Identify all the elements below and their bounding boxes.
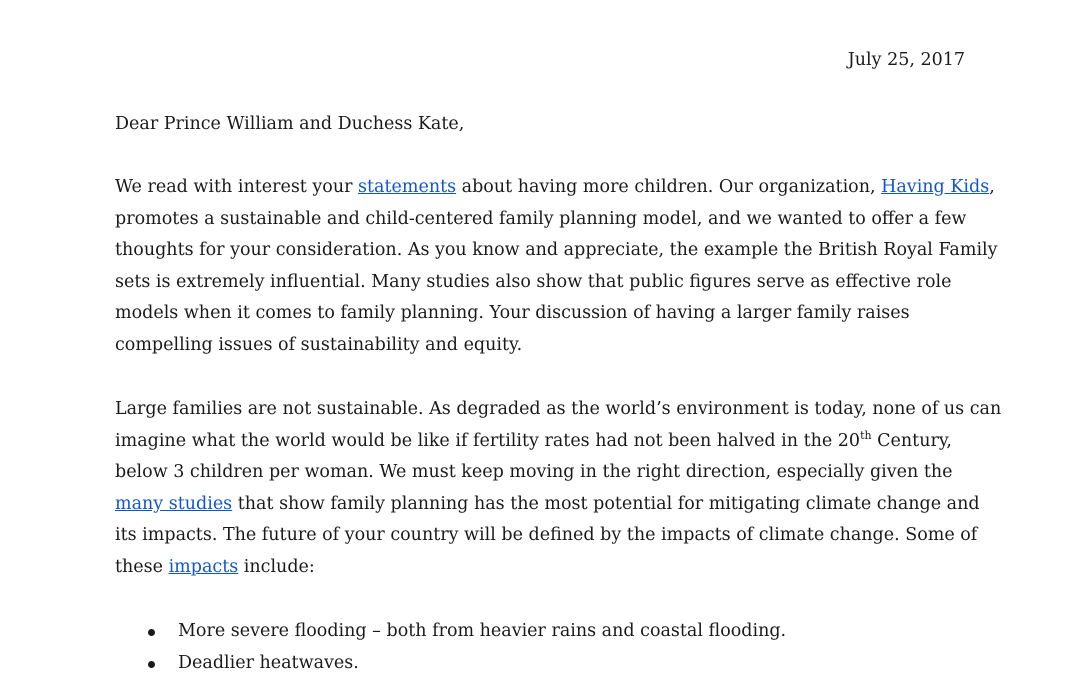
paragraph-line: [115, 489, 980, 521]
list-item-text: More severe flooding – both from heavier rains and coastal flooding.: [178, 621, 787, 641]
text-run: these: [115, 556, 169, 577]
list-item: [115, 616, 975, 648]
impacts-link[interactable]: impacts: [168, 556, 239, 577]
statements-link[interactable]: statements: [358, 177, 457, 197]
paragraph-intro: [115, 172, 998, 362]
text-run: include:: [238, 556, 315, 577]
paragraph-line: models when it comes to family planning. Your discussion of having a larger family raises: [115, 303, 910, 324]
text-run: ,: [989, 177, 995, 197]
paragraph-line: compelling issues of sustainability and equity.: [115, 334, 523, 355]
text-run: that show family planning has the most potential for mitigating climate change and: [232, 493, 980, 514]
paragraph-line: [115, 172, 995, 204]
bullet-icon: [148, 629, 155, 636]
list-item-text: Deadlier heatwaves.: [178, 652, 359, 673]
text-run: about having more children. Our organization,: [456, 177, 882, 197]
paragraph-line: [115, 552, 975, 584]
impacts-bullet-list: [115, 616, 975, 679]
bullet-icon: [148, 661, 155, 668]
paragraph-line: sets is extremely influential. Many studies also show that public figures serve as effective role: [115, 271, 952, 292]
text-run: Century,: [871, 430, 952, 451]
paragraph-line: promotes a sustainable and child-centered family planning model, and we wanted to offer a few: [115, 208, 967, 229]
salutation: Dear Prince William and Duchess Kate,: [115, 114, 465, 134]
paragraph-line: its impacts. The future of your country will be defined by the impacts of climate change. Some of: [115, 525, 978, 546]
many-studies-link[interactable]: many studies: [115, 493, 233, 514]
text-run: imagine what the world would be like if fertility rates had not been halved in the 20: [115, 430, 861, 451]
superscript-th: th: [860, 428, 872, 442]
letter-date: July 25, 2017: [847, 50, 965, 70]
having-kids-link[interactable]: Having Kids: [881, 177, 990, 197]
paragraph-sustainability: [115, 394, 1002, 584]
paragraph-line: thoughts for your consideration. As you know and appreciate, the example the British Royal Family: [115, 240, 998, 261]
paragraph-line: Large families are not sustainable. As degraded as the world’s environment is today, none of us can: [115, 399, 1002, 419]
paragraph-line: below 3 children per woman. We must keep moving in the right direction, especially given the: [115, 462, 953, 483]
list-item: [115, 648, 975, 679]
text-run: We read with interest your: [115, 177, 359, 197]
paragraph-line: [115, 426, 975, 458]
